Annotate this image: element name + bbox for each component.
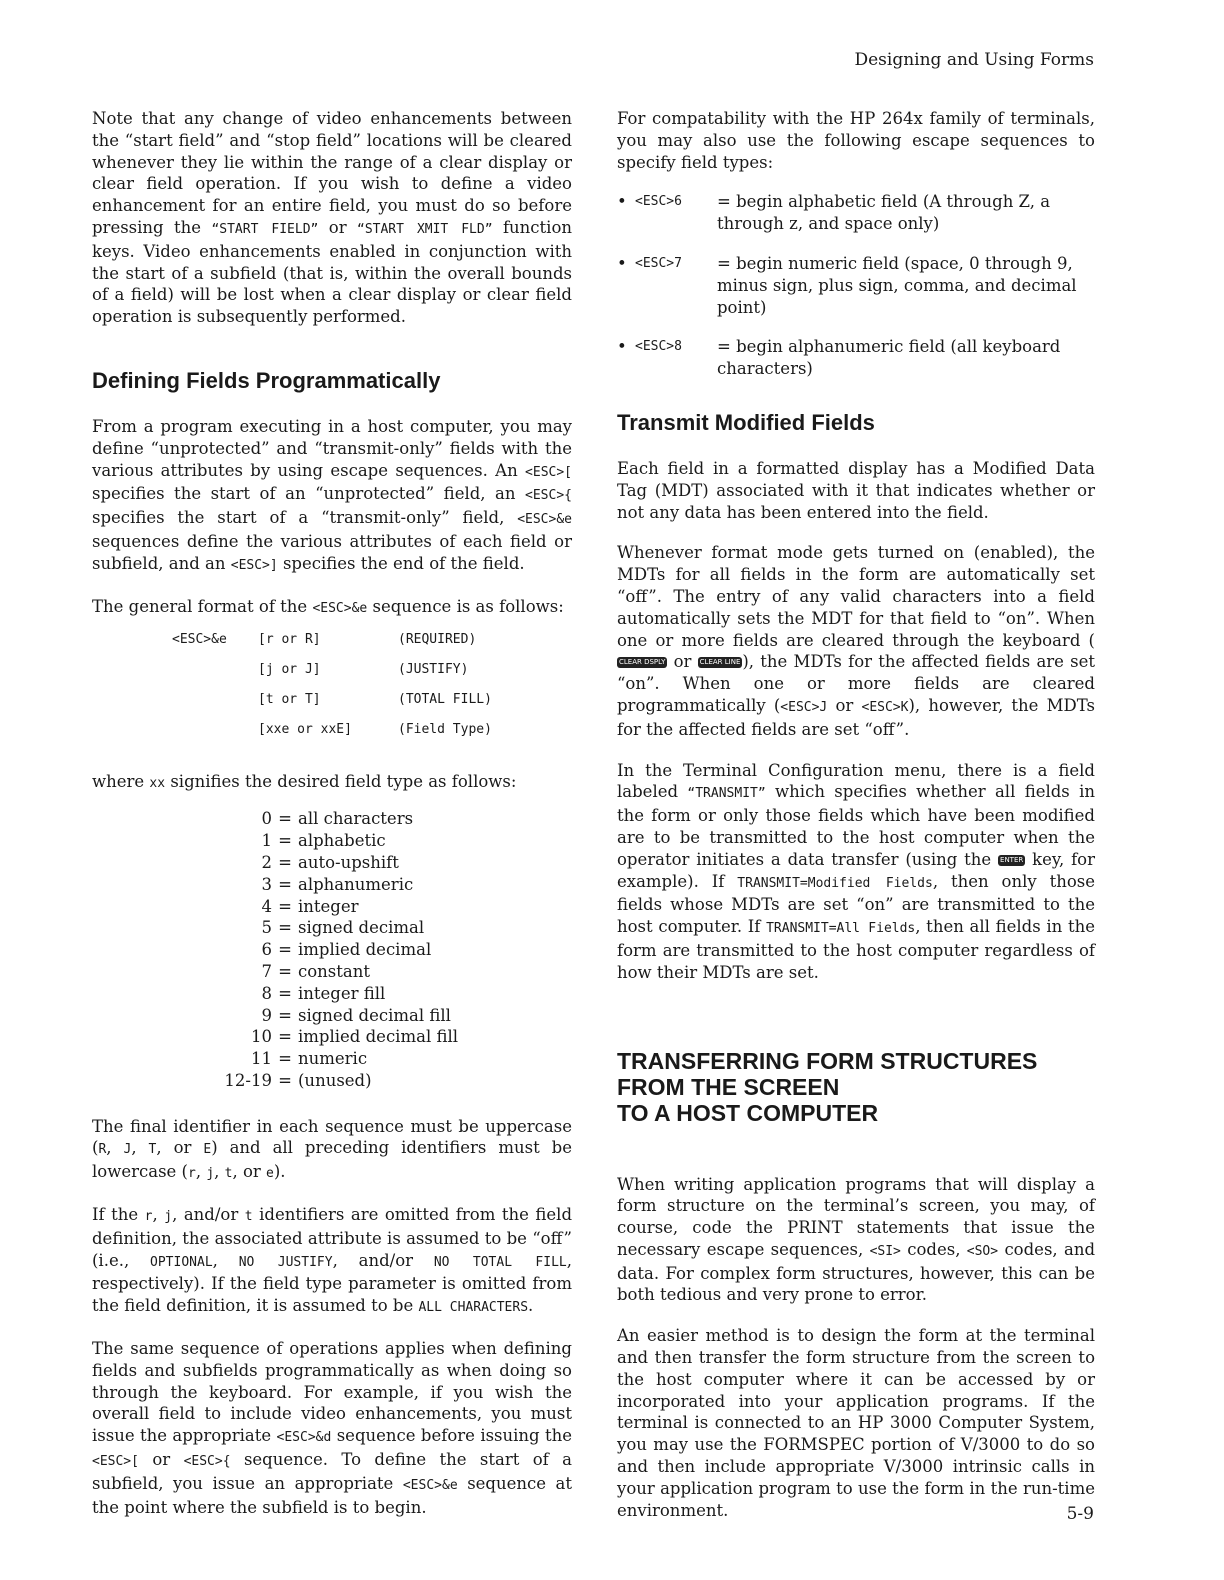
escape-bullet-item: • <ESC>7 = begin numeric field (space, 0 through 9, minus sign, plus sign, comma, and decimal point): [617, 253, 1077, 317]
format-row: <ESC>&e [r or R] (REQUIRED): [172, 632, 477, 648]
paragraph-video-enhancements: Note that any change of video enhancements between the “start field” and “stop field” locations will be cleared whenever they lie within the range of a clear display or clear field operation. If you wish to define a video enhancement for an entire field, you must do so before pressing the “START FIELD” or “START XMIT FLD” function keys. Video enhancements enabled in conjunction with the start of a subfield (that is, within the overall bounds of a field) will be lost when a clear display or clear field operation is subsequently performed.: [92, 109, 573, 327]
field-type-item: 6 = implied decimal: [261, 940, 432, 960]
field-type-item: 1 = alphabetic: [261, 831, 386, 851]
bullet-icon: •: [617, 253, 627, 273]
field-type-item: 12-19 = (unused): [224, 1070, 372, 1090]
escape-bullet-item: • <ESC>6 = begin alphabetic field (A through Z, a through z, and space only): [617, 192, 1051, 234]
format-row: [t or T] (TOTAL FILL): [258, 691, 492, 707]
field-type-item: 0 = all characters: [261, 809, 414, 829]
running-head: Designing and Using Forms: [854, 50, 1094, 70]
field-type-item: 3 = alphanumeric: [261, 874, 414, 894]
field-type-item: 7 = constant: [261, 961, 370, 981]
field-type-item: 10 = implied decimal fill: [251, 1027, 459, 1047]
field-type-item: 8 = integer fill: [261, 983, 386, 1003]
heading-transferring-forms: TRANSFERRING FORM STRUCTURES FROM THE SCREEN TO A HOST COMPUTER: [617, 1047, 1038, 1126]
clear-line-key-icon: CLEAR LINE: [699, 658, 741, 667]
clear-display-key-icon: CLEAR DSPLY: [619, 658, 666, 667]
field-type-item: 2 = auto-upshift: [261, 852, 399, 872]
paragraph-field-type: where xx signifies the desired field type as follows:: [92, 771, 517, 791]
paragraph-compatibility: For compatability with the HP 264x family of terminals, you may also use the following escape sequences to specify field types:: [617, 109, 1095, 172]
bullet-icon: •: [617, 192, 627, 212]
format-table: [172, 629, 492, 748]
enter-key-icon: ENTER: [1000, 855, 1024, 864]
field-type-item: 5 = signed decimal: [261, 918, 425, 938]
paragraph-omitted-identifiers: If the r, j, and/or t identifiers are omitted from the field definition, the associated attribute is assumed to be “off” (i.e., OPTIONAL, NO JUSTIFY, and/or NO TOTAL FILL, respectively). If the field type parameter is omitted from the field definition, it is assumed to be ALL CHARACTERS.: [92, 1205, 573, 1316]
escape-bullet-list: [617, 191, 1095, 380]
heading-transmit-modified: Transmit Modified Fields: [617, 409, 875, 435]
right-column: [617, 108, 1095, 1540]
paragraph-mdt: Each field in a formatted display has a Modified Data Tag (MDT) associated with it that indicates whether or not any data has been entered into the field.: [617, 458, 1095, 522]
paragraph-writing-programs: When writing application programs that will display a form structure on the terminal’s screen, you may, of course, code the PRINT statements that issue the necessary escape sequences, <SI> codes, <SO> codes, and data. For complex form structures, however, this can be both tedious and very prone to error.: [617, 1174, 1096, 1305]
format-row: [xxe or xxE] (Field Type): [258, 721, 492, 737]
paragraph-identifier-case: The final identifier in each sequence must be uppercase (R, J, T, or E) and all preceding identifiers must be lowercase (r, j, t, or e).: [92, 1116, 573, 1182]
page-number: 5-9: [1066, 1504, 1094, 1524]
field-type-item: 11 = numeric: [251, 1049, 368, 1069]
paragraph-general-format: The general format of the <ESC>&e sequence is as follows:: [92, 596, 564, 616]
paragraph-easier-method: An easier method is to design the form at the terminal and then transfer the form structure from the screen to the host computer where it can be accessed by or incorporated into your application programs. If the terminal is connected to an HP 3000 Computer System, you may use the FORMSPEC portion of V/3000 to do so and then include appropriate V/3000 intrinsic calls in your application program to use the form in the run-time environment.: [617, 1326, 1095, 1520]
left-column: [92, 108, 572, 1537]
field-type-list: [92, 808, 572, 1091]
format-row: [j or J] (JUSTIFY): [258, 662, 469, 678]
field-type-item: 4 = integer: [261, 896, 359, 916]
bullet-icon: •: [617, 337, 627, 357]
paragraph-format-mode: Whenever format mode gets turned on (enabled), the MDTs for all fields in the form are automatically set “off”. The entry of any valid characters into a field automatically sets the MDT for that field to “on”. When one or more fields are cleared through the keyboard (CLEAR DSPLY or CLEAR LINE ), the MDTs for the affected fields are set “on”. When one or more fields are cleared programmatically (<ESC>J or <ESC>K), however, the MDTs for the affected fields are set “off”.: [617, 543, 1096, 739]
paragraph-same-sequence: The same sequence of operations applies when defining fields and subfields programmatically as when doing so through the keyboard. For example, if you wish the overall field to include video enhancements, you must issue the appropriate <ESC>&d sequence before issuing the <ESC>[ or <ESC>{ sequence. To define the start of a subfield, you issue an appropriate <ESC>&e sequence at the point where the subfield is to begin.: [92, 1339, 573, 1517]
field-type-item: 9 = signed decimal fill: [261, 1005, 451, 1025]
heading-defining-fields: Defining Fields Programmatically: [92, 367, 441, 393]
escape-bullet-item: • <ESC>8 = begin alphanumeric field (all keyboard characters): [617, 337, 1061, 379]
paragraph-escape-sequences: From a program executing in a host computer, you may define “unprotected” and “transmit-only” fields with the various attributes by using escape sequences. An <ESC>[ specifies the start of an “unprotected” field, an <ESC>{ specifies the start of a “transmit-only” field, <ESC>&e sequences define the various attributes of each field or subfield, and an <ESC>] specifies the end of the field.: [92, 416, 573, 573]
paragraph-terminal-config: In the Terminal Configuration menu, there is a field labeled “TRANSMIT” which specifies whether all fields in the form or only those fields which have been modified are to be transmitted to the host computer when the operator initiates a data transfer (using the ENTER key, for example). If TRANSMIT=Modified Fields, then only those fields whose MDTs are set “on” are transmitted to the host computer. If TRANSMIT=All Fields, then all fields in the form are transmitted to the host computer regardless of how their MDTs are set.: [617, 760, 1096, 982]
